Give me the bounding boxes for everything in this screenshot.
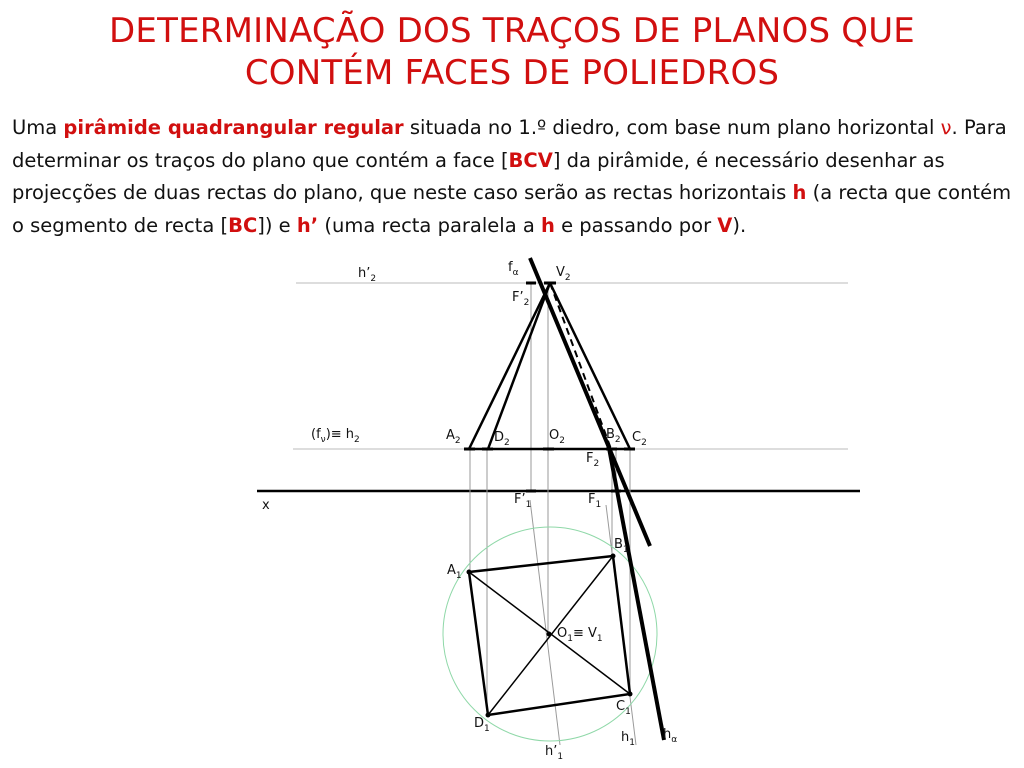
text-segment: . Para determinar os traços do plano que contém a face [	[12, 116, 1007, 172]
text-segment: ] da pirâmide, é necessário desenhar as projecções de duas rectas do plano, que neste caso serão as rectas horizontais	[12, 148, 945, 204]
label-h1: $h_1$	[621, 730, 635, 748]
label-d1: $D_1$	[474, 716, 490, 734]
label-o2: $O_2$	[549, 428, 565, 446]
label-c1: $C_1$	[616, 699, 631, 717]
emphasis-h-2: h	[541, 213, 555, 237]
emphasis-face-bcv: BCV	[508, 148, 553, 172]
label-f-prime-2: $F’_2$	[512, 290, 530, 308]
edge-vb-2-hidden	[550, 283, 611, 449]
label-f-nu-h2: $(f_\nu)\equiv h_2$	[311, 427, 360, 445]
label-h-prime-1: $h’_1$	[545, 744, 564, 762]
recall-lines	[470, 283, 630, 715]
dot-d1	[486, 713, 491, 718]
label-f-alpha: $f_\alpha$	[508, 260, 519, 278]
label-c2: $C_2$	[632, 430, 647, 448]
label-f-prime-1: $F’_1$	[514, 492, 532, 510]
dot-a1	[467, 570, 472, 575]
label-b1: $B_1$	[614, 537, 629, 555]
label-b2: $B_2$	[606, 427, 621, 445]
emphasis-pyramid: pirâmide quadrangular regular	[63, 116, 404, 139]
emphasis-bc: BC	[228, 213, 258, 237]
dot-c1	[628, 692, 633, 697]
text-segment: e passando por	[554, 213, 718, 237]
edge-va-2	[469, 283, 550, 449]
text-segment: (uma recta paralela a	[318, 213, 542, 237]
text-segment: situada no 1.º diedro, com base num plano horizontal	[403, 116, 941, 139]
label-x-axis: x	[262, 498, 270, 513]
edge-vd-2	[488, 283, 550, 449]
text-segment: ]) e	[257, 213, 297, 237]
edge-vc-2	[550, 283, 630, 449]
label-d2: $D_2$	[494, 430, 510, 448]
label-v2: $V_2$	[556, 265, 571, 283]
label-f1: $F_1$	[588, 492, 602, 510]
dot-o1	[547, 632, 552, 637]
label-h-alpha: $h_\alpha$	[663, 727, 678, 745]
title-line-1: DETERMINAÇÃO DOS TRAÇOS DE PLANOS QUE	[109, 11, 915, 51]
label-o1-v1: $O_1\equiv V_1$	[557, 626, 603, 644]
title-line-2: CONTÉM FACES DE POLIEDROS	[244, 53, 780, 93]
text-segment: (a recta que contém o segmento de recta [	[12, 181, 1012, 237]
emphasis-h: h	[792, 181, 807, 204]
label-a2: $A_2$	[446, 428, 461, 446]
emphasis-h-prime: h’	[296, 213, 319, 237]
text-segment: ).	[732, 213, 747, 237]
label-h-prime-2: $h’_2$	[358, 266, 377, 284]
label-f2: $F_2$	[586, 451, 600, 469]
label-a1: $A_1$	[447, 563, 462, 581]
vertex-dots	[467, 554, 633, 718]
dot-b1	[611, 554, 616, 559]
emphasis-v: V	[717, 213, 733, 237]
text-segment: Uma	[12, 116, 64, 139]
emphasis-plane-nu: ν	[940, 116, 952, 139]
